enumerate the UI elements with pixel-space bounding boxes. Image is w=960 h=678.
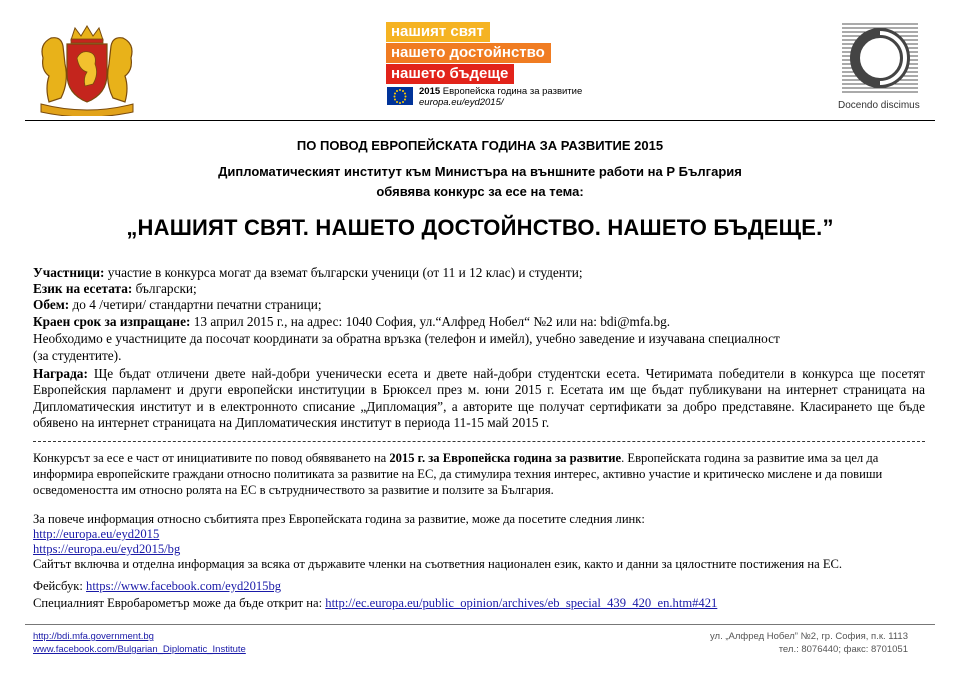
dashed-separator [33,441,925,442]
essay-theme: „НАШИЯТ СВЯТ. НАШЕТО ДОСТОЙНСТВО. НАШЕТО БЪДЕЩЕ.” [126,215,834,240]
logo-caption-url: europa.eu/eyd2015/ [419,97,504,108]
logo-caption-year: 2015 [419,86,441,97]
footer-website-link[interactable]: http://bdi.mfa.government.bg [33,631,154,642]
logo-motto: Docendo discimus [838,100,920,111]
diplomatic-institute-logo [840,20,920,98]
page-subtitle-institute: Дипломатическият институт към Министъра на външните работи на Р България [218,164,742,179]
participants-label: Участници: [33,265,105,280]
language-label: Език на есетата: [33,281,133,296]
award-paragraph [33,366,925,432]
eyd2015-bg-link[interactable]: https://europa.eu/eyd2015/bg [33,542,181,556]
eurobarometer-link[interactable]: http://ec.europa.eu/public_opinion/archives/eb_special_439_420_en.htm#421 [325,596,718,610]
info-text-end: . Европейската година за развитие има за цел да информира европейските граждани относно политиката за развитие на ЕС, да стимулира техния интерес, активно участие и критическо мислене и да повиши осведомеността им относно ролята на ЕС в сътрудничеството за развитие и ползите за България. [33,451,883,497]
site-note-line: Сайтът включва и отделна информация за всяка от държавите членки на съответния национален език, както и данни за цялостните постижения на ЕС. [33,557,843,571]
volume-label: Обем: [33,297,70,312]
eurobarometer-label: Специалният Евробарометър може да бъде открит на: [33,596,326,610]
page-subtitle-announcement: обявява конкурс за есе на тема: [376,184,584,199]
footer-phones: тел.: 8076440; факс: 8701051 [778,644,908,655]
eu-flag-icon [387,87,413,105]
deadline-text: 13 април 2015 г., на адрес: 1040 София, ул.“Алфред Нобел“ №2 или на: bdi@mfa.bg. [190,314,671,329]
eyd2015-link[interactable]: http://europa.eu/eyd2015 [33,527,160,541]
facebook-line [33,578,281,594]
header-divider [25,120,935,121]
language-text: български; [132,281,197,296]
info-text-start: Конкурсът за есе е част от инициативите по повод обявяването на [33,451,390,465]
bulgarian-coat-of-arms-icon [35,24,139,116]
diplomatic-institute-emblem-icon [840,20,920,98]
facebook-label: Фейсбук: [33,579,87,593]
page-title: ПО ПОВОД ЕВРОПЕЙСКАТА ГОДИНА ЗА РАЗВИТИЕ 2015 [296,138,664,153]
footer-address: ул. „Алфред Нобел” №2, гр. София, п.к. 1113 [710,631,908,642]
logo-line-nasheto-badeshte: нашето бъдеще [386,64,514,84]
logo-caption-text: Европейска година за развитие [442,86,583,97]
facebook-link[interactable]: https://www.facebook.com/eyd2015bg [86,579,282,593]
contact-note-line2: (за студентите). [33,348,122,363]
more-info-line: За повече информация относно събитията през Европейската година за развитие, може да посетите следния линк: [33,512,645,526]
footer-divider [25,624,935,625]
footer-facebook-link[interactable]: www.facebook.com/Bulgarian_Diplomatic_Institute [33,644,246,655]
volume-text: до 4 /четири/ стандартни печатни страници; [69,297,322,312]
contact-note-line1: Необходимо е участниците да посочат координати за обратна връзка (телефон и имейл), учебно заведение и изучавана специалност [33,331,780,346]
award-label: Награда: [33,366,88,381]
language-line [33,281,197,297]
coat-of-arms-logo [35,24,139,116]
volume-line [33,297,322,313]
info-paragraph [33,450,925,498]
award-text: Ще бъдат отличени двете най-добри ученически есета и двете най-добри студентски есета. Четиримата победители в конкурса ще посетят Европейския парламент и други европейски институции в Брюксел през м. юни 2015 г. Есетата им ще бъдат публикувани на интернет страницата на Дипломатическия институт и в електронното списание „Дипломация”, а авторите ще получат сертификати за добро представяне. Класирането ще бъде обявено на интернет страницата на Дипломатическия институт в периода 11-15 май 2015 г. [33,366,925,431]
logo-line-nashiyat-svyat: нашият свят [386,22,490,42]
deadline-line [33,314,670,330]
deadline-label: Краен срок за изпращане: [33,314,191,329]
participants-line [33,265,583,281]
participants-text: участие в конкурса могат да вземат български ученици (от 11 и 12 клас) и студенти; [104,265,583,280]
logo-line-nasheto-dostoynstvo: нашето достойнство [386,43,551,63]
info-text-bold: 2015 г. за Европейска година за развитие [389,451,622,465]
eurobarometer-line [33,595,717,611]
logo-caption [419,86,582,108]
